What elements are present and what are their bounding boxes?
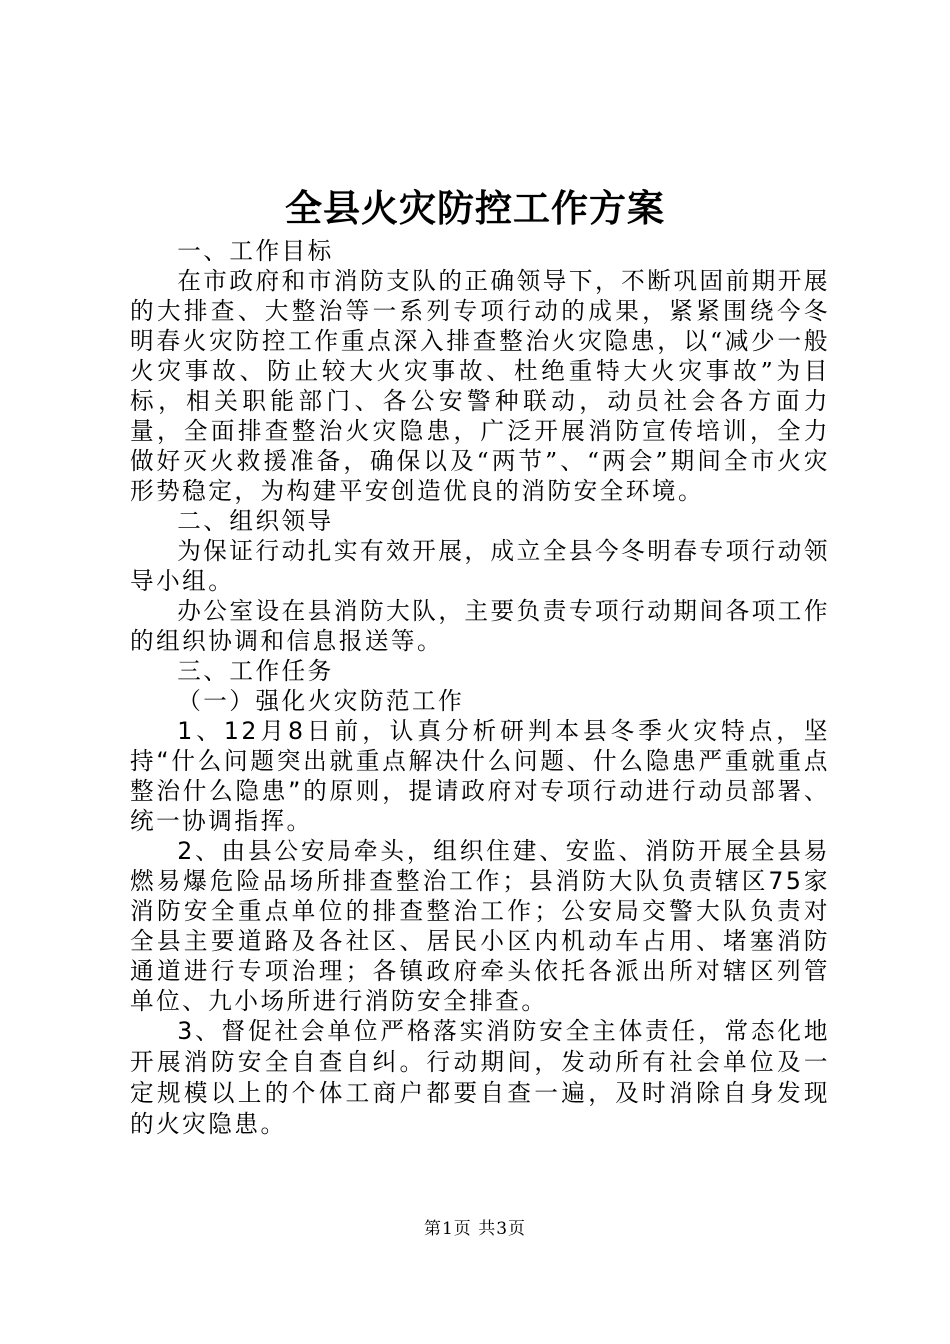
- paragraph-task-1: 1、12月8日前，认真分析研判本县冬季火灾特点，坚持“什么问题突出就重点解决什么问题、什么隐患严重就重点整治什么隐患”的原则，提请政府对专项行动进行动员部署、统一协调指挥。: [130, 717, 830, 835]
- section-heading-goals: 一、工作目标: [177, 237, 334, 265]
- paragraph-leading-group: 为保证行动扎实有效开展，成立全县今冬明春专项行动领导小组。: [130, 537, 830, 595]
- section-heading-organization: 二、组织领导: [177, 507, 334, 535]
- paragraph-office: 办公室设在县消防大队，主要负责专项行动期间各项工作的组织协调和信息报送等。: [130, 597, 830, 655]
- document-title: 全县火灾防控工作方案: [285, 187, 665, 230]
- paragraph-task-3: [130, 1016, 830, 1140]
- paragraph-task-2: 2、由县公安局牵头，组织住建、安监、消防开展全县易燃易爆危险品场所排查整治工作；县消防大队负责辖区75家消防安全重点单位的排查整治工作；公安局交警大队负责对全县主要道路及各社区、居民小区内机动车占用、堵塞消防通道进行专项治理；各镇政府牵头依托各派出所对辖区列管单位、九小场所进行消防安全排查。: [130, 837, 830, 1015]
- sub-heading-fire-prevention: （一）强化火灾防范工作: [177, 687, 465, 715]
- page-number-footer: 第1页 共3页: [423, 1219, 527, 1239]
- paragraph-goals: 在市政府和市消防支队的正确领导下，不断巩固前期开展的大排查、大整治等一系列专项行动的成果，紧紧围绕今冬明春火灾防控工作重点深入排查整治火灾隐患，以“减少一般火灾事故、防止较大火灾事故、杜绝重特大火灾事故”为目标，相关职能部门、各公安警种联动，动员社会各方面力量，全面排查整治火灾隐患，广泛开展消防宣传培训，全力做好灭火救援准备，确保以及“两节”、“两会”期间全市火灾形势稳定，为构建平安创造优良的消防安全环境。: [130, 267, 830, 505]
- document-body: [130, 236, 830, 1140]
- paragraph-task-3-rest: 行动期间，发动所有社会单位及一定规模以上的个体工商户都要自查一遍，及时消除自身发现的火灾隐患。: [130, 1048, 831, 1138]
- paragraph-task-3-lead: 3、督促社会单位严格落实消防安全主体责任，常态化地开展消防安全自查自纠。: [130, 1017, 830, 1076]
- section-heading-tasks: 三、工作任务: [177, 657, 334, 685]
